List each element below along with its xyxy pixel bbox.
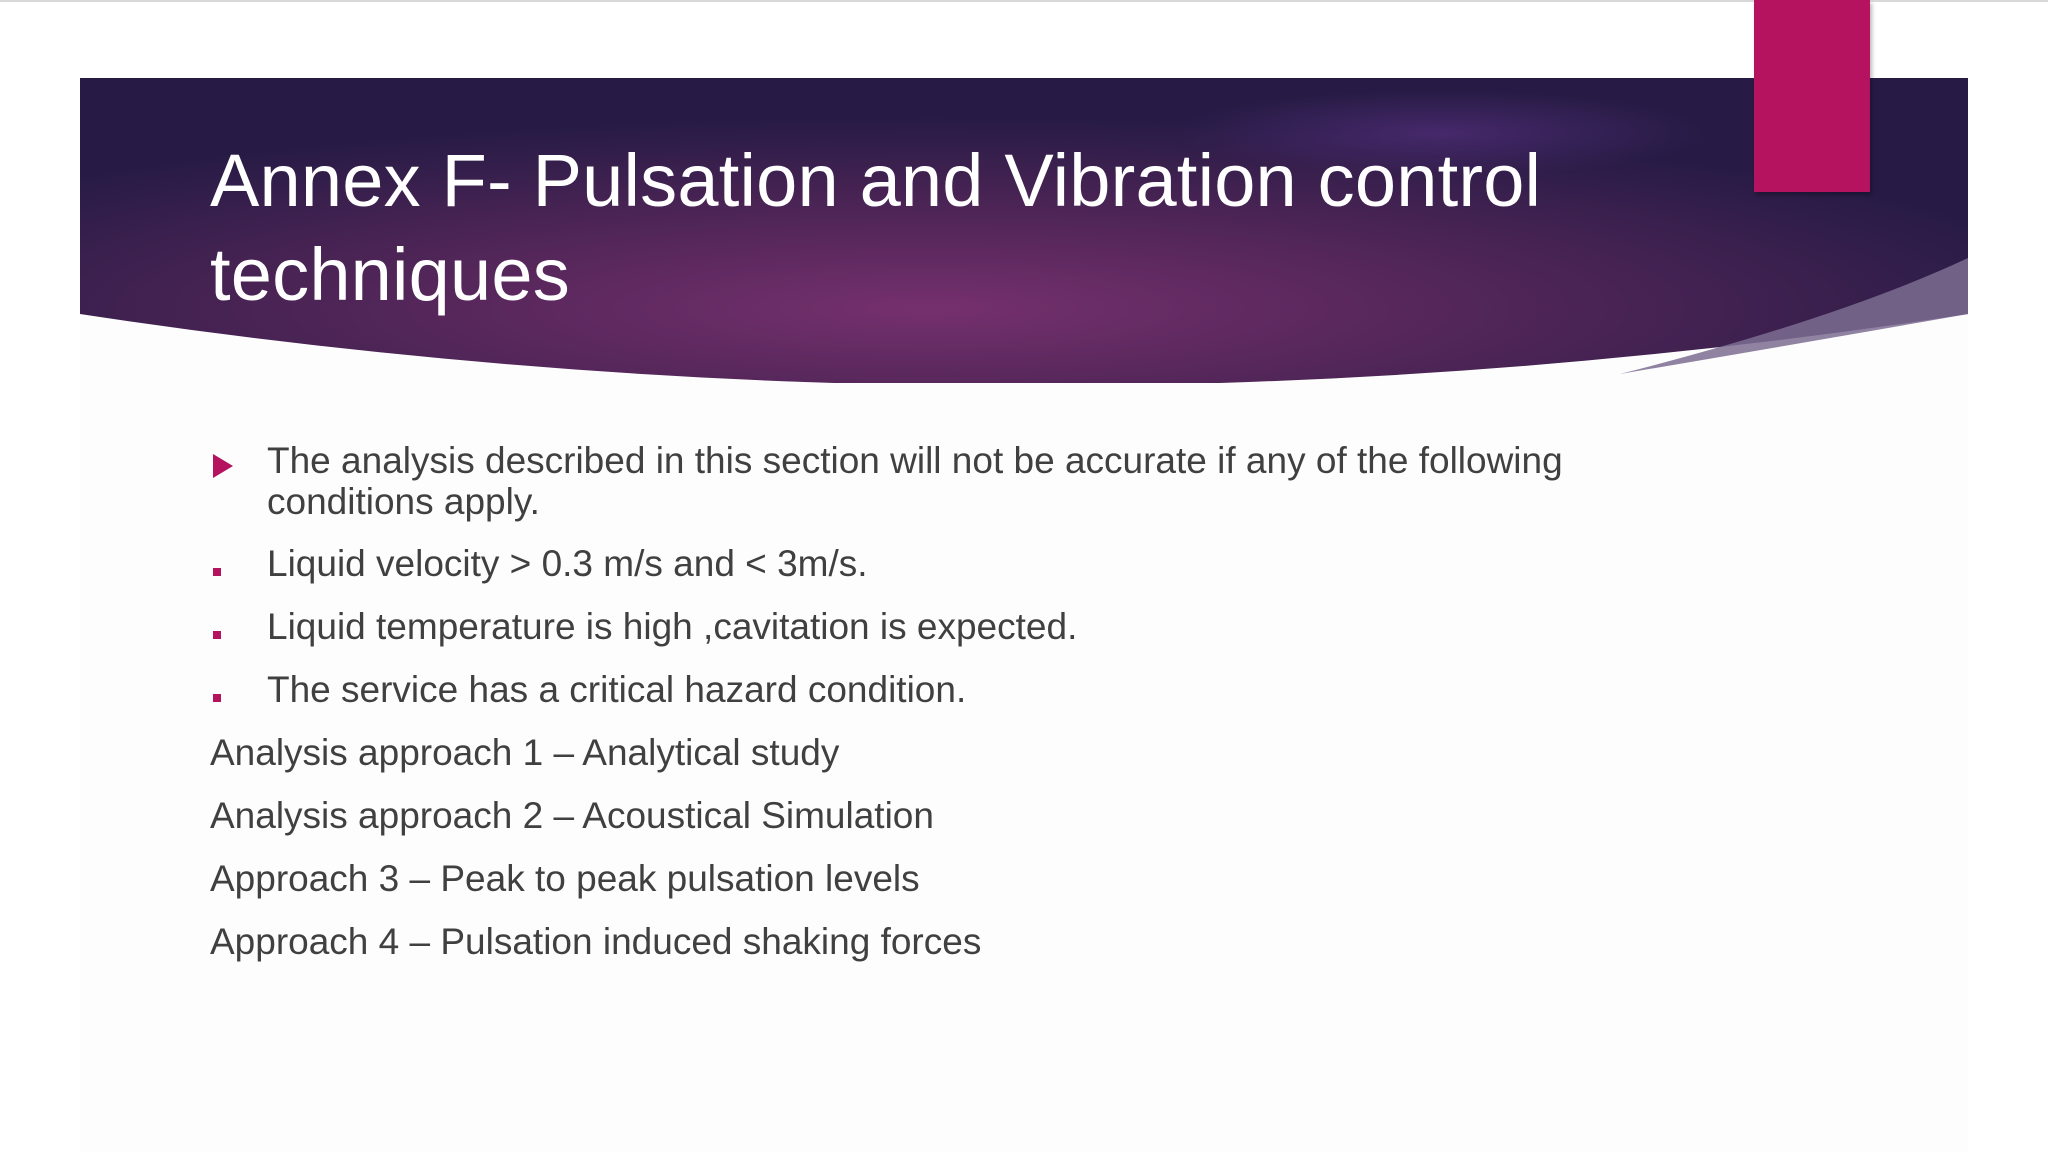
approach-line: Analysis approach 2 – Acoustical Simulation — [210, 795, 934, 836]
slide-content — [210, 440, 1710, 984]
square-bullet-icon — [213, 568, 221, 576]
square-bullet-icon — [213, 631, 221, 639]
bullet-text: Liquid temperature is high ,cavitation is expected. — [267, 606, 1078, 647]
accent-tab — [1754, 0, 1870, 192]
square-bullet-icon — [213, 694, 221, 702]
approach-line: Approach 3 – Peak to peak pulsation levels — [210, 858, 920, 899]
list-item — [210, 606, 1710, 647]
list-item — [210, 440, 1710, 522]
bullet-text: The service has a critical hazard condition. — [267, 669, 967, 710]
list-item — [210, 543, 1710, 584]
slide-title: Annex F- Pulsation and Vibration control techniques — [210, 139, 1542, 316]
bullet-text: The analysis described in this section will not be accurate if any of the following conditions apply. — [267, 440, 1563, 522]
triangle-right-icon — [213, 454, 233, 478]
approach-line: Approach 4 – Pulsation induced shaking forces — [210, 921, 982, 962]
top-border-line — [0, 0, 2048, 2]
approach-line: Analysis approach 1 – Analytical study — [210, 732, 840, 773]
list-item — [210, 669, 1710, 710]
bullet-text: Liquid velocity > 0.3 m/s and < 3m/s. — [267, 543, 868, 584]
